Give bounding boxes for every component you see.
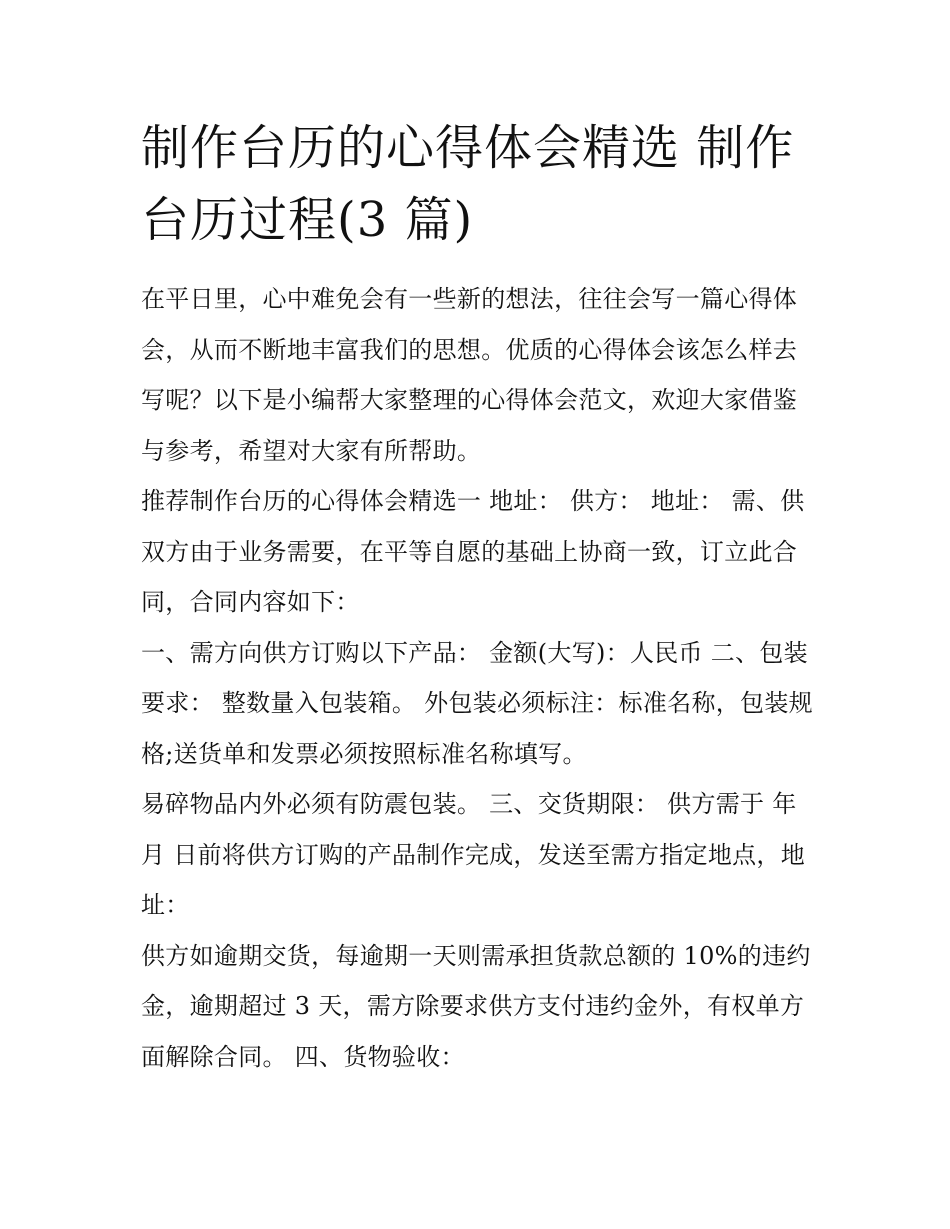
document-page <box>141 112 813 1082</box>
paragraph-contract-parties: 推荐制作台历的心得体会精选一 地址： 供方： 地址： 需、供双方由于业务需要，在平等自愿的基础上协商一致，订立此合同，合同内容如下： <box>141 487 805 616</box>
paragraph-order-packaging: 一、需方向供方订购以下产品： 金额(大写)：人民币 二、包装要求： 整数量入包装箱。 外包装必须标注：标准名称，包装规格;送货单和发票必须按照标准名称填写。 <box>141 638 813 768</box>
paragraph-intro: 在平日里，心中难免会有一些新的想法，往往会写一篇心得体会，从而不断地丰富我们的思想。优质的心得体会该怎么样去写呢？以下是小编帮大家整理的心得体会范文，欢迎大家借鉴与参考，希望对大家有所帮助。 <box>141 285 798 465</box>
paragraph-delivery-term: 易碎物品内外必须有防震包装。 三、交货期限： 供方需于 年 月 日前将供方订购的产品制作完成，发送至需方指定地点，地址： <box>141 790 806 919</box>
paragraph-penalty: 供方如逾期交货，每逾期一天则需承担货款总额的 10%的违约金，逾期超过 3 天，需方除要求供方支付违约金外，有权单方面解除合同。 四、货物验收： <box>141 941 811 1071</box>
document-title: 制作台历的心得体会精选 制作台历过程(3 篇) <box>141 120 795 248</box>
